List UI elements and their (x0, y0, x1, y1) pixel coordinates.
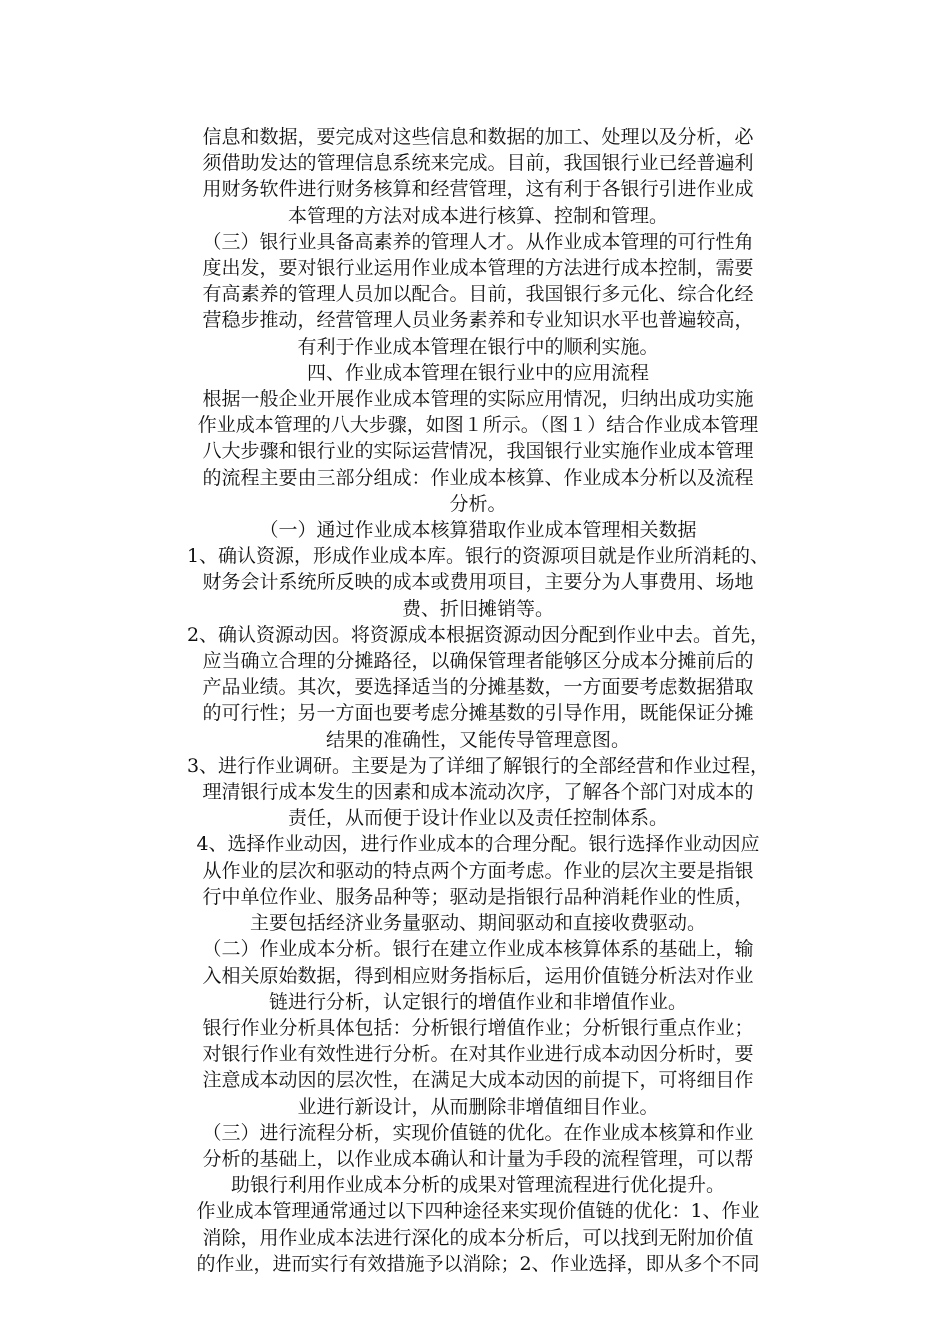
text-line: 信息和数据，要完成对这些信息和数据的加工、处理以及分析，必 (202, 126, 754, 148)
document-page (148, 124, 808, 1277)
text-line: 从作业的层次和驱动的特点两个方面考虑。作业的层次主要是指银 (202, 859, 754, 882)
text-line: 链进行分析，认定银行的增值作业和非增值作业。 (268, 990, 687, 1013)
section-heading: 四、作业成本管理在银行业中的应用流程 (306, 361, 649, 384)
text-line: 主要包括经济业务量驱动、期间驱动和直接收费驱动。 (249, 912, 706, 935)
text-line: 营稳步推动，经营管理人员业务素养和专业知识水平也普遍较高， (202, 309, 754, 332)
text-line: 应当确立合理的分摊路径，以确保管理者能够区分成本分摊前后的 (202, 650, 754, 673)
text-line: 度出发，要对银行业运用作业成本管理的方法进行成本控制，需要 (202, 257, 754, 280)
text-line: 对银行作业有效性进行分析。在对其作业进行成本动因分析时，要 (202, 1043, 754, 1066)
text-line: 入相关原始数据，得到相应财务指标后，运用价值链分析法对作业 (202, 964, 754, 987)
text-line: 的作业，进而实行有效措施予以消除；2、作业选择，即从多个不同 (196, 1252, 760, 1275)
text-line: 财务会计系统所反映的成本或费用项目，主要分为人事费用、场地 (202, 571, 754, 594)
text-line: 责任，从而便于设计作业以及责任控制体系。 (287, 807, 668, 830)
text-line: 须借助发达的管理信息系统来完成。目前，我国银行业已经普遍利 (202, 152, 754, 175)
text-line: 行中单位作业、服务品种等；驱动是指银行品种消耗作业的性质， (202, 885, 754, 908)
text-line: 的可行性；另一方面也要考虑分摊基数的引导作用，既能保证分摊 (202, 702, 754, 725)
text-line: 本管理的方法对成本进行核算、控制和管理。 (287, 204, 668, 227)
text-line: 注意成本动因的层次性，在满足大成本动因的前提下，可将细目作 (202, 1069, 754, 1092)
text-line: 有利于作业成本管理在银行中的顺利实施。 (297, 335, 659, 358)
text-line: （三）银行业具备高素养的管理人才。从作业成本管理的可行性角 (202, 230, 754, 253)
text-line: 根据一般企业开展作业成本管理的实际应用情况，归纳出成功实施 (202, 388, 754, 411)
text-line: 助银行利用作业成本分析的成果对管理流程进行优化提升。 (230, 1174, 725, 1197)
text-line: 理清银行成本发生的因素和成本流动次序，了解各个部门对成本的 (202, 781, 754, 804)
text-line: 1、确认资源，形成作业成本库。银行的资源项目就是作业所消耗的、 (186, 545, 770, 568)
text-line: 的流程主要由三部分组成：作业成本核算、作业成本分析以及流程 (202, 466, 754, 489)
text-line: 分析。 (449, 492, 507, 515)
text-line: 3、进行作业调研。主要是为了详细了解银行的全部经营和作业过程， (186, 754, 770, 777)
text-line: 2、确认资源动因。将资源成本根据资源动因分配到作业中去。首先， (186, 623, 770, 646)
text-line: 有高素养的管理人员加以配合。目前，我国银行多元化、综合化经 (202, 283, 754, 306)
text-line: 费、折旧摊销等。 (401, 597, 554, 620)
text-line: 作业成本管理的八大步骤，如图１所示。（图１）结合作业成本管理 (197, 414, 759, 437)
text-line: 结果的准确性，又能传导管理意图。 (325, 728, 630, 751)
text-line: （二）作业成本分析。银行在建立作业成本核算体系的基础上，输 (202, 938, 754, 961)
text-line: 用财务软件进行财务核算和经营管理，这有利于各银行引进作业成 (202, 178, 754, 201)
subsection-heading: （一）通过作业成本核算猎取作业成本管理相关数据 (259, 519, 697, 542)
text-line: 4、选择作业动因，进行作业成本的合理分配。银行选择作业动因应 (196, 833, 760, 856)
text-line: （三）进行流程分析，实现价值链的优化。在作业成本核算和作业 (202, 1121, 754, 1144)
text-line: 消除，用作业成本法进行深化的成本分析后，可以找到无附加价值 (202, 1226, 754, 1249)
text-line: 银行作业分析具体包括：分析银行增值作业；分析银行重点作业； (202, 1016, 754, 1039)
text-line: 八大步骤和银行业的实际运营情况，我国银行业实施作业成本管理 (202, 440, 754, 463)
text-line: 作业成本管理通常通过以下四种途径来实现价值链的优化：1、作业 (196, 1200, 760, 1223)
text-line: 分析的基础上，以作业成本确认和计量为手段的流程管理，可以帮 (202, 1147, 754, 1170)
text-line: 业进行新设计，从而删除非增值细目作业。 (297, 1095, 659, 1118)
text-line: 产品业绩。其次，要选择适当的分摊基数，一方面要考虑数据猎取 (202, 676, 754, 699)
